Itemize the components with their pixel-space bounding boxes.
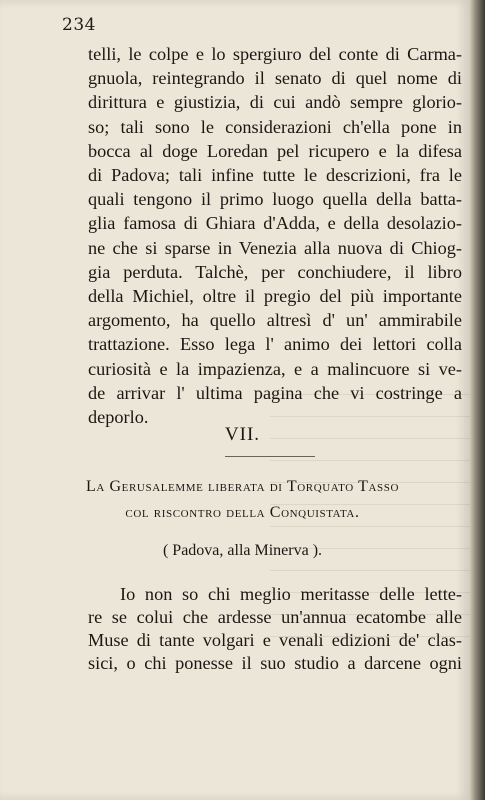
text-line: gnuola, reintegrando il senato di quel nome di <box>88 68 462 89</box>
text-line: Muse di tante volgari e venali edizioni de' clas- <box>88 630 462 650</box>
text-line: di Padova; tali infine tutte le descrizioni, fra le <box>88 165 462 186</box>
text-line: glia famosa di Ghiara d'Adda, e della desolazio- <box>88 213 462 234</box>
text-line: della Michiel, oltre il pregio del più importante <box>88 286 462 307</box>
text-line: trattazione. Esso lega l' animo dei lettori colla <box>88 334 462 355</box>
paragraph-2 <box>88 583 462 675</box>
text-line: Io non so chi meglio meritasse delle lette- <box>120 584 462 604</box>
text-line: quali tengono il primo luogo quella della batta- <box>88 189 462 210</box>
section-divider <box>225 456 315 457</box>
text-line: so; tali sono le considerazioni ch'ella pone in <box>88 116 462 137</box>
page-number: 234 <box>62 15 96 35</box>
text-line: dirittura e giustizia, di cui andò sempre glorio- <box>88 92 462 113</box>
text-line: argomento, ha quello altresì d' un' ammirabile <box>88 310 462 331</box>
page-edge <box>470 0 485 800</box>
review-title <box>0 474 485 526</box>
text-line: deporlo. <box>88 407 149 428</box>
text-line: ne che si sparse in Venezia alla nuova di Chiog- <box>88 237 462 258</box>
text-line: re se colui che ardesse un'annua ecatombe alle <box>88 607 462 627</box>
title-line: La Gerusalemme liberata di Torquato Tasso <box>86 478 399 495</box>
paragraph-1 <box>88 42 462 429</box>
section-number: VII. <box>224 424 261 445</box>
text-line: telli, le colpe e lo spergiuro del conte di Carma- <box>88 44 462 64</box>
text-line: curiosità e la impazienza, e a malincuore si ve- <box>88 358 462 379</box>
text-line: sici, o chi ponesse il suo studio a darcene ogni <box>88 653 462 673</box>
text-line: bocca al doge Loredan pel ricupero e la difesa <box>88 140 462 161</box>
text-line: de arrivar l' ultima pagina che vi costringe a <box>88 382 462 403</box>
imprint: ( Padova, alla Minerva ). <box>162 542 323 559</box>
title-line: col riscontro della Conquistata. <box>125 504 360 521</box>
text-line: gia perduta. Talchè, per conchiudere, il libro <box>88 261 462 282</box>
